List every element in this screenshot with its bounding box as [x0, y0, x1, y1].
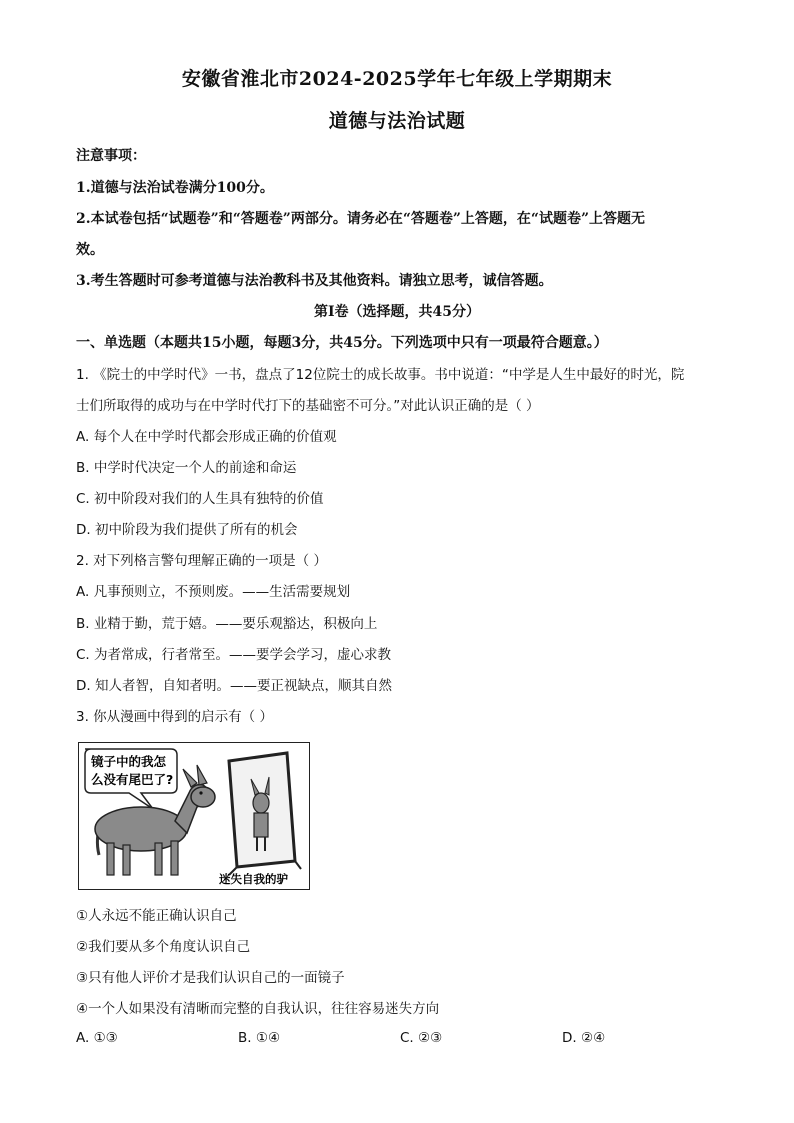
q2-option-b: B. 业精于勤，荒于嬉。——要乐观豁达，积极向上 [76, 616, 378, 632]
notice-item-3: 3.考生答题时可参考道德与法治教科书及其他资料。请独立思考，诚信答题。 [76, 273, 553, 289]
notice-item-2-line-2: 效。 [76, 242, 104, 258]
q1-stem-line-2: 士们所取得的成功与在中学时代打下的基础密不可分。”对此认识正确的是（ ） [76, 398, 540, 414]
q3-statement-2: ②我们要从多个角度认识自己 [76, 939, 251, 955]
q3-statement-1: ①人永远不能正确认识自己 [76, 908, 237, 924]
q1-option-c: C. 初中阶段对我们的人生具有独特的价值 [76, 491, 324, 507]
q3-stem: 3. 你从漫画中得到的启示有（ ） [76, 709, 273, 725]
q3-options [76, 1030, 726, 1050]
q2-option-a: A. 凡事预则立，不预则废。——生活需要规划 [76, 584, 351, 600]
exam-subtitle: 道德与法治试题 [328, 110, 466, 132]
q2-option-d: D. 知人者智，自知者明。——要正视缺点，顺其自然 [76, 678, 392, 694]
q2-option-c: C. 为者常成，行者常至。——要学会学习，虚心求教 [76, 647, 392, 663]
notice-item-1: 1.道德与法治试卷满分100分。 [76, 180, 274, 196]
q1-option-d: D. 初中阶段为我们提供了所有的机会 [76, 522, 298, 538]
notice-item-2-line-1: 2.本试卷包括“试题卷”和“答题卷”两部分。请务必在“答题卷”上答题，在“试题卷”上答题无 [76, 211, 646, 227]
section-heading: 一、单选题（本题共15小题，每题3分，共45分。下列选项中只有一项最符合题意。） [76, 335, 608, 351]
q1-option-b: B. 中学时代决定一个人的前途和命运 [76, 460, 297, 476]
q1-stem-line-1: 1. 《院士的中学时代》一书，盘点了12位院士的成长故事。书中说道：“中学是人生中最好的时光，院 [76, 367, 685, 383]
q3-option-a: A. ①③ [76, 1030, 118, 1046]
bubble-line-2: 么没有尾巴了? [91, 772, 174, 787]
bubble-line-1: 镜子中的我怎 [91, 754, 167, 769]
donkey-mirror-cartoon [78, 742, 310, 890]
notice-heading: 注意事项： [76, 148, 146, 164]
q3-option-d: D. ②④ [562, 1030, 606, 1046]
q3-statement-3: ③只有他人评价才是我们认识自己的一面镜子 [76, 970, 345, 986]
q3-option-b: B. ①④ [238, 1030, 281, 1046]
part-title: 第Ⅰ卷（选择题，共45分） [313, 304, 481, 320]
q1-option-a: A. 每个人在中学时代都会形成正确的价值观 [76, 429, 337, 445]
cartoon-caption: 迷失自我的驴 [219, 872, 288, 886]
q2-stem: 2. 对下列格言警句理解正确的一项是（ ） [76, 553, 327, 569]
q3-option-c: C. ②③ [400, 1030, 443, 1046]
exam-title: 安徽省淮北市2024-2025学年七年级上学期期末 [181, 68, 613, 90]
cartoon-illustration [79, 743, 308, 888]
q3-statement-4: ④一个人如果没有清晰而完整的自我认识，往往容易迷失方向 [76, 1001, 440, 1017]
mirror-drawing [229, 753, 301, 875]
